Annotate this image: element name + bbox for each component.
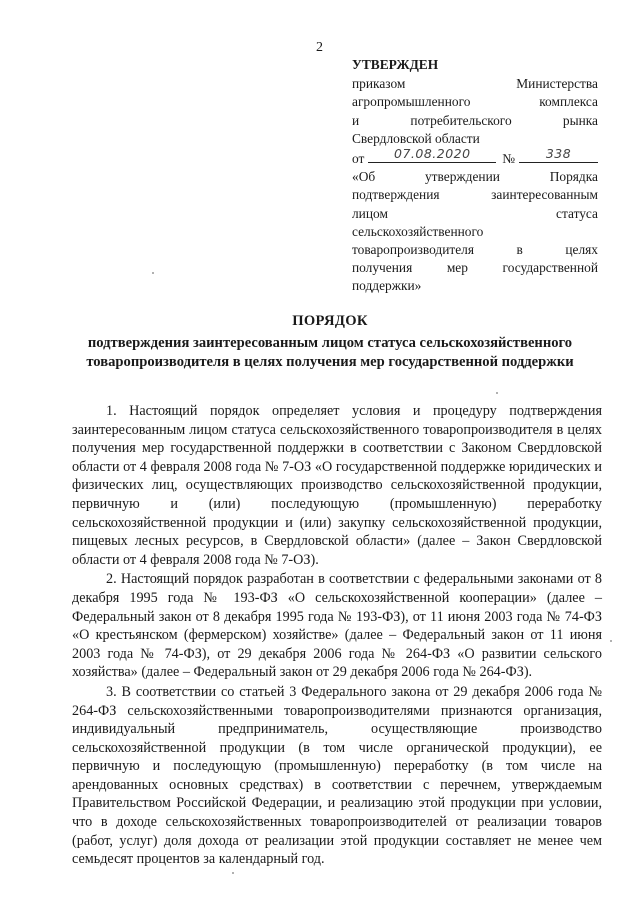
order-date-number-line	[352, 148, 598, 168]
about-line: подтверждения заинтересованным	[352, 187, 598, 203]
number-prefix: №	[502, 151, 516, 167]
about-line: поддержки»	[352, 278, 422, 294]
about-line: лицом статуса	[352, 205, 598, 221]
scan-speck	[610, 640, 612, 642]
scan-speck	[152, 272, 154, 274]
paragraph-3: 3. В соответствии со статьей 3 Федерального закона от 29 декабря 2006 года № 264-ФЗ сельскохозяйственными товаропроизводителями признаются организация, индивидуальный предприниматель, осуществляющие производство сельскохозяйственной продукции (в том числе органической продукции), ее первичную и последующую (промышленную) переработку (в том числе на арендованных основных средствах) в соответствии с перечнем, утверждаемым Правительством Российской Федерации, и реализацию этой продукции при условии, что в доходе сельскохозяйственных товаропроизводителей от реализации товаров (работ, услуг) доля дохода от реализации этой продукции составляет не менее чем семьдесят процентов за календарный год.	[72, 683, 602, 868]
scan-speck	[496, 392, 498, 394]
approval-heading: УТВЕРЖДЕН	[352, 57, 439, 72]
order-number-field	[519, 148, 598, 163]
about-line: «Об утверждении Порядка	[352, 169, 598, 185]
about-line: сельскохозяйственного	[352, 223, 484, 239]
approval-line: приказом Министерства	[352, 76, 598, 92]
page-number: 2	[316, 40, 323, 55]
order-date-field	[368, 148, 496, 163]
title-line: товаропроизводителя в целях получения мер государственной поддержки	[86, 354, 574, 370]
approval-line: Свердловской области	[352, 130, 480, 146]
title-main: ПОРЯДОК	[292, 313, 368, 329]
approval-line: и потребительского рынка	[352, 112, 598, 128]
approval-block	[352, 56, 598, 296]
about-line: получения мер государственной	[352, 260, 598, 276]
date-prefix: от	[352, 151, 365, 167]
document-title	[40, 312, 620, 372]
scan-speck	[232, 872, 234, 874]
title-line: подтверждения заинтересованным лицом статуса сельскохозяйственного	[87, 335, 573, 351]
approval-line: агропромышленного комплекса	[352, 94, 598, 110]
document-body	[72, 402, 602, 869]
paragraph-2: 2. Настоящий порядок разработан в соответствии с федеральными законами от 8 декабря 1995 года № 193-ФЗ «О сельскохозяйственной кооперации» (далее – Федеральный закон от 8 декабря 1995 года № 193-ФЗ), от 11 июня 2003 года № 74-ФЗ «О крестьянском (фермерском) хозяйстве» (далее – Федеральный закон от 11 июня 2003 года № 74-ФЗ), от 29 декабря 2006 года № 264-ФЗ «О развитии сельского хозяйства» (далее – Федеральный закон от 29 декабря 2006 года № 264-ФЗ).	[72, 571, 602, 681]
handwritten-number: 338	[545, 146, 572, 162]
about-line: товаропроизводителя в целях	[352, 242, 598, 258]
paragraph-1: 1. Настоящий порядок определяет условия и процедуру подтверждения заинтересованным лицом статуса сельскохозяйственного товаропроизводителя в целях получения мер государственной поддержки в соответствии с Законом Свердловской области от 4 февраля 2008 года № 7-ОЗ «О государственной поддержке юридических и физических лиц, осуществляющих производство сельскохозяйственной продукции, первичную и (или) последующую (промышленную) переработку сельскохозяйственной продукции и (или) закупку сельскохозяйственной продукции, пищевых лесных ресурсов, в Свердловской области» (далее – Закон Свердловской области от 4 февраля 2008 года № 7-ОЗ).	[72, 403, 602, 568]
handwritten-date: 07.08.2020	[394, 146, 471, 162]
